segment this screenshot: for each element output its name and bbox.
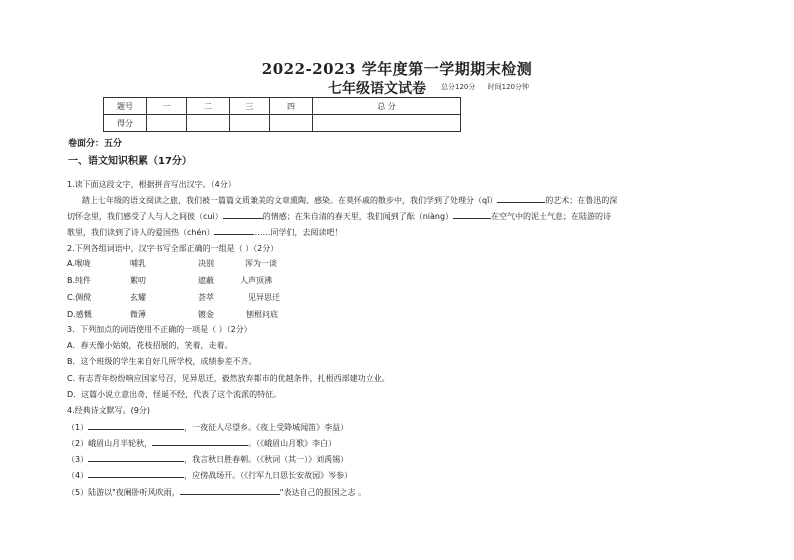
q1-text: ……同学们，去阅读吧！ [254, 228, 343, 237]
q2-option-word: 荟萃 [198, 293, 214, 302]
q2-option-word: C.倜傥 [67, 293, 92, 302]
q4-item-text: 峨眉山月半轮秋， [88, 439, 153, 448]
q4-item-text: ，应傍战场开。（《行军九日思长安故园》岑参） [184, 471, 353, 480]
q1-text: 的艺术；在鲁迅的深 [545, 196, 618, 205]
score-row-label: 得分 [104, 115, 147, 132]
q4-item-number: （5） [67, 488, 89, 497]
q4-item [67, 421, 348, 433]
q2-option-word: 见异思迁 [248, 293, 280, 302]
score-cell[interactable] [187, 115, 230, 132]
q1-text: 歌里，我们读到了诗人的爱国热（chén） [67, 228, 215, 237]
q3-option: A．春天像小姑娘，花枝招展的，笑着，走着。 [67, 341, 233, 350]
q4-item-number: （2） [67, 439, 89, 448]
score-header-cell: 三 [230, 98, 270, 115]
q1-paragraph-line [82, 194, 617, 206]
q2-option-word: 决别 [198, 259, 214, 268]
score-cell[interactable] [313, 115, 461, 132]
score-table [103, 97, 461, 132]
section-heading: 一、语文知识积累（17分） [68, 156, 192, 167]
answer-blank[interactable] [223, 210, 263, 219]
answer-blank[interactable] [88, 453, 184, 462]
score-table-header-row [104, 98, 461, 115]
q4-item-text: ，我言秋日胜春朝。（《秋词（其一）》刘禹锡） [184, 455, 349, 464]
q3-option: D．这篇小说立意出奇，怪诞不经，代表了这个流派的特征。 [67, 390, 282, 399]
q4-stem: 4.经典诗文默写。(9分) [67, 406, 150, 415]
time-label: 时间120分钟 [487, 83, 529, 91]
q1-stem: 1.读下面这段文字，根据拼音写出汉字。（4分） [67, 180, 236, 189]
answer-blank[interactable] [453, 210, 491, 219]
score-cell[interactable] [270, 115, 313, 132]
q4-item-text: 陆游以"夜阑卧听风吹雨， [88, 488, 180, 497]
q2-option-word: 刨根问底 [246, 310, 278, 319]
q2-option-word: 浑为一谈 [245, 259, 277, 268]
q2-option-word: 镀金 [198, 310, 214, 319]
q4-item [67, 437, 336, 449]
q1-text: 切怀念里，我们感受了人与人之间彼（cuì） [67, 212, 223, 221]
exam-title: 2022-2023 学年度第一学期期末检测 [261, 60, 533, 78]
q1-text: 踏上七年级的语文阅读之旅，我们被一篇篇文质兼美的文章熏陶、感染。在莫怀戚的散步中，我们学到了处理分（qǐ） [82, 196, 498, 205]
q2-option-word: 玄耀 [130, 293, 146, 302]
q2-option-word: D.感慨 [67, 310, 92, 319]
q4-item-number: （3） [67, 455, 89, 464]
q1-paragraph-line [67, 226, 342, 238]
q1-paragraph-line [67, 210, 611, 222]
q4-item-text: 。（《峨眉山月歌》李白） [248, 439, 337, 448]
q2-stem: 2.下列各组词语中，汉字书写全部正确的一组是（ ）（2分） [67, 244, 279, 253]
q2-option-word: B.纯件 [67, 276, 92, 285]
q2-option-word: 哺乳 [130, 259, 146, 268]
q4-item-number: （4） [67, 471, 89, 480]
paper-score-note: 卷面分：五分 [68, 139, 123, 149]
q1-text: 的情感；在朱自清的春天里，我们闻到了酝（niàng） [262, 212, 454, 221]
q4-item [67, 453, 348, 465]
score-header-cell: 四 [270, 98, 313, 115]
answer-blank[interactable] [180, 486, 280, 495]
q4-item-text: "表达自己的报国之志 。 [279, 488, 367, 497]
q3-option: B．这个班级的学生来自好几所学校，成绩参差不齐。 [67, 357, 257, 366]
q1-text: 在空气中的泥土气息；在陆游的诗 [491, 212, 612, 221]
q4-item-text: ，一夜征人尽望乡。《夜上受降城闻笛》李益） [184, 423, 349, 432]
score-header-cell: 一 [147, 98, 187, 115]
score-header-cell: 二 [187, 98, 230, 115]
score-header-cell: 总 分 [313, 98, 461, 115]
answer-blank[interactable] [88, 421, 184, 430]
score-cell[interactable] [147, 115, 187, 132]
score-header-cell: 题号 [104, 98, 147, 115]
q4-item [67, 486, 366, 498]
q2-option-word: 絮叨 [130, 276, 146, 285]
score-table-score-row [104, 115, 461, 132]
exam-meta [441, 82, 539, 92]
q4-item [67, 469, 352, 481]
q2-option-word: 微薄 [130, 310, 146, 319]
answer-blank[interactable] [88, 469, 184, 478]
exam-subtitle: 七年级语文试卷 [328, 81, 426, 97]
answer-blank[interactable] [214, 226, 254, 235]
q3-option: C. 有志青年纷纷响应国家号召，见异思迁，毅然放弃都市的优越条件，扎根西部建功立业。 [67, 374, 390, 383]
q2-option-word: 遮蔽 [198, 276, 214, 285]
q3-stem: 3．下列加点的词语使用不正确的一项是（ ）（2分） [67, 325, 252, 334]
answer-blank[interactable] [152, 437, 248, 446]
answer-blank[interactable] [497, 194, 545, 203]
score-cell[interactable] [230, 115, 270, 132]
total-score-label: 总分120分 [441, 83, 476, 91]
q2-option-word: A.喉咙 [67, 259, 91, 268]
q4-item-number: （1） [67, 423, 89, 432]
q2-option-word: 人声顶沸 [240, 276, 272, 285]
